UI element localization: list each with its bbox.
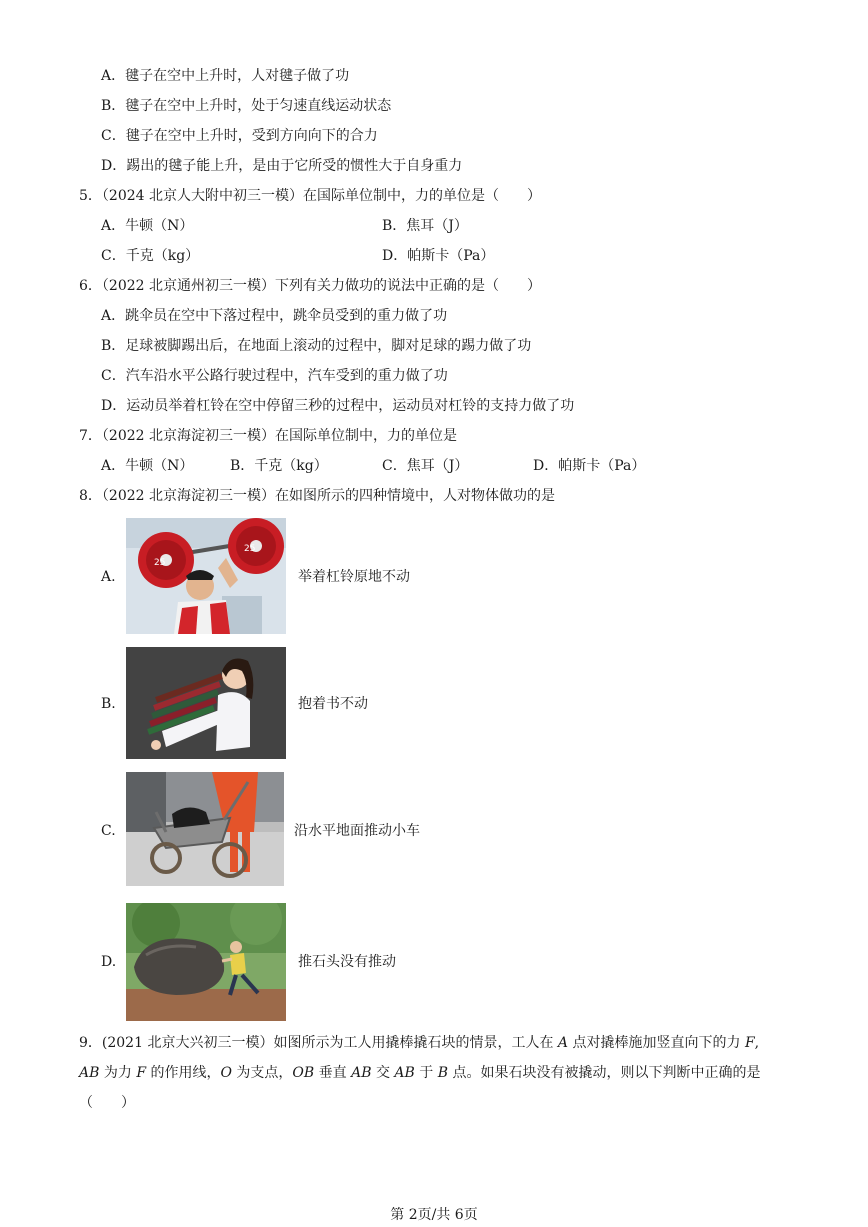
svg-text:25: 25	[154, 558, 166, 568]
q5-option-d: D．帕斯卡（Pa）	[382, 248, 495, 264]
q8-option-d-letter: D.	[101, 954, 117, 970]
q8-option-a-caption: 举着杠铃原地不动	[298, 569, 410, 585]
page-footer: 第 2页/共 6页	[390, 1207, 478, 1223]
q8-option-c-caption: 沿水平地面推动小车	[294, 823, 420, 839]
q9-line-2: AB 为力 F 的作用线，O 为支点，OB 垂直 AB 交 AB 于 B 点。如果石块没有被撬动，则以下判断中正确的是	[79, 1065, 761, 1081]
q7-option-d: D．帕斯卡（Pa）	[533, 458, 646, 474]
q6-option-c: C．汽车沿水平公路行驶过程中，汽车受到的重力做了功	[101, 368, 448, 384]
q7-stem: 7．（2022 北京海淀初三一模）在国际单位制中，力的单位是	[79, 428, 457, 444]
woman-holding-books-photo	[126, 647, 286, 759]
q8-option-c-letter: C.	[101, 823, 116, 839]
q4-option-b: B．毽子在空中上升时，处于匀速直线运动状态	[101, 98, 392, 114]
q8-option-d-caption: 推石头没有推动	[298, 954, 396, 970]
weightlifter-photo	[126, 518, 286, 634]
q8-stem: 8．（2022 北京海淀初三一模）在如图所示的四种情境中，人对物体做功的是	[79, 488, 555, 504]
q4-option-a: A．毽子在空中上升时，人对毽子做了功	[101, 68, 350, 84]
q5-stem: 5．（2024 北京人大附中初三一模）在国际单位制中，力的单位是（ ）	[79, 188, 541, 204]
q9-line-1: 9．(2021 北京大兴初三一模）如图所示为工人用撬棒撬石块的情景，工人在 A 点对撬棒施加竖直向下的力 F,	[79, 1035, 760, 1051]
q6-option-b: B．足球被脚踢出后，在地面上滚动的过程中，脚对足球的踢力做了功	[101, 338, 532, 354]
q6-option-a: A．跳伞员在空中下落过程中，跳伞员受到的重力做了功	[101, 308, 448, 324]
q8-option-b-letter: B.	[101, 696, 116, 712]
q7-option-c: C．焦耳（J）	[382, 458, 469, 474]
svg-text:25: 25	[244, 544, 256, 554]
q8-option-b-caption: 抱着书不动	[298, 696, 368, 712]
q7-option-a: A．牛顿（N）	[101, 458, 194, 474]
q6-option-d: D．运动员举着杠铃在空中停留三秒的过程中，运动员对杠铃的支持力做了功	[101, 398, 575, 414]
q4-option-c: C．毽子在空中上升时，受到方向向下的合力	[101, 128, 378, 144]
q4-option-d: D．踢出的毽子能上升，是由于它所受的惯性大于自身重力	[101, 158, 463, 174]
q7-option-b: B．千克（kg）	[230, 458, 328, 474]
q5-option-b: B．焦耳（J）	[382, 218, 468, 234]
q6-stem: 6．（2022 北京通州初三一模）下列有关力做功的说法中正确的是（ ）	[79, 278, 541, 294]
q5-option-c: C．千克（kg）	[101, 248, 200, 264]
q5-option-a: A．牛顿（N）	[101, 218, 194, 234]
pushing-cart-photo	[126, 772, 284, 886]
pushing-rock-photo	[126, 903, 286, 1021]
q8-option-a-letter: A.	[101, 569, 116, 585]
q9-answer-bracket: （ ）	[79, 1095, 135, 1111]
